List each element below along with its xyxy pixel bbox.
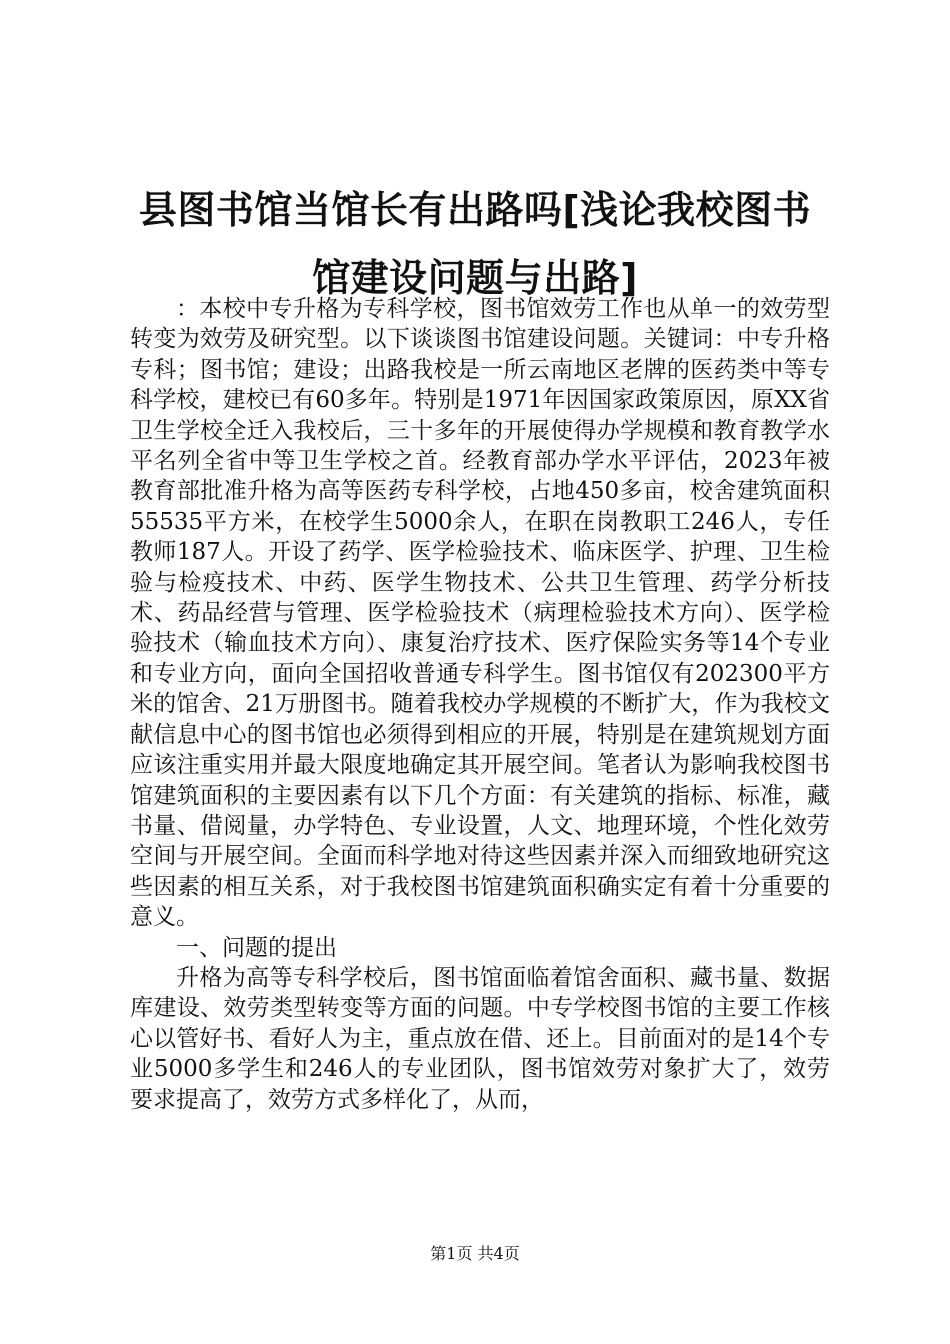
paragraph-section-one: 升格为高等专科学校后，图书馆面临着馆舍面积、藏书量、数据库建设、效劳类型转变等方面的问题。中专学校图书馆的主要工作核心以管好书、看好人为主，重点放在借、还上。目前面对的是14个专业5000多学生和246人的专业团队，图书馆效劳对象扩大了，效劳要求提高了，效劳方式多样化了，从而， [130,964,830,1113]
document-body [130,294,830,1115]
section-heading: 一、问题的提出 [176,934,337,961]
document-title: 县图书馆当馆长有出路吗[浅论我校图书馆建设问题与出路] [138,188,812,300]
paragraph-intro: ：本校中专升格为专科学校，图书馆效劳工作也从单一的效劳型转变为效劳及研究型。以下谈谈图书馆建设问题。关键词：中专升格专科；图书馆；建设；出路我校是一所云南地区老牌的医药类中等专科学校，建校已有60多年。特别是1971年因国家政策原因，原XX省卫生学校全迁入我校后，三十多年的开展使得办学规模和教育教学水平名列全省中等卫生学校之首。经教育部办学水平评估，2023年被教育部批准升格为高等医药专科学校，占地450多亩，校舍建筑面积55535平方米，在校学生5000余人，在职在岗教职工246人，专任教师187人。开设了药学、医学检验技术、临床医学、护理、卫生检验与检疫技术、中药、医学生物技术、公共卫生管理、药学分析技术、药品经营与管理、医学检验技术（病理检验技术方向）、医学检验技术（输血技术方向）、康复治疗技术、医疗保险实务等14个专业和专业方向，面向全国招收普通专科学生。图书馆仅有202300平方米的馆舍、21万册图书。随着我校办学规模的不断扩大，作为我校文献信息中心的图书馆也必须得到相应的开展，特别是在建筑规划方面应该注重实用并最大限度地确定其开展空间。笔者认为影响我校图书馆建筑面积的主要因素有以下几个方面：有关建筑的指标、标准，藏书量、借阅量，办学特色、专业设置，人文、地理环境，个性化效劳空间与开展空间。全面而科学地对待这些因素并深入而细致地研究这些因素的相互关系，对于我校图书馆建筑面积确实定有着十分重要的意义。 [130,296,830,931]
page-number-footer: 第1页 共4页 [430,1244,520,1263]
